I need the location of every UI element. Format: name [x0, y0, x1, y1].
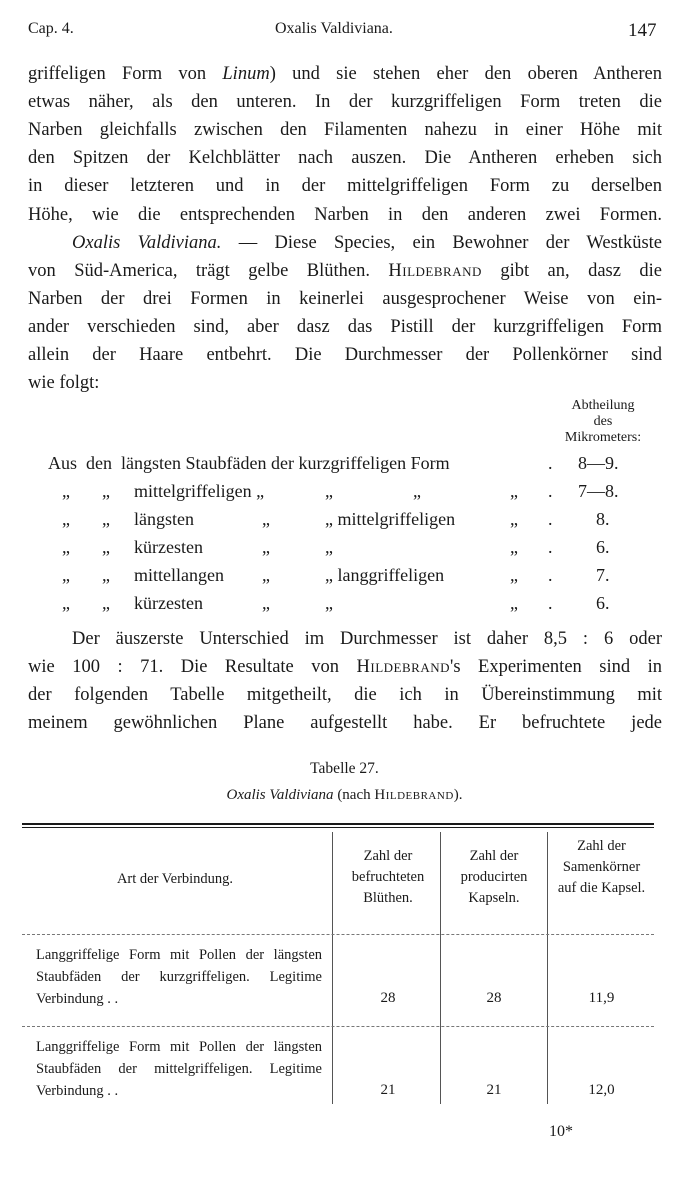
- measurement-dot: .: [548, 537, 553, 557]
- measurement-label: mittellangen: [134, 565, 224, 585]
- measurement-row: Aus den längsten Staubfäden der kurzgriffeligen Form: [48, 453, 450, 473]
- ditto-mark: „: [262, 565, 270, 585]
- capsules-produced: 21: [486, 1082, 502, 1098]
- para1-line4: den Spitzen der Kelchblätter nach auszen. Die Antheren erheben sich: [28, 148, 662, 168]
- measurement-value: 8—9.: [578, 453, 619, 473]
- measurement-value: 7.: [596, 565, 610, 585]
- measurement-label: „ langgriffeligen: [325, 565, 445, 585]
- seeds-per-capsule: 12,0: [588, 1082, 615, 1098]
- signature-mark: 10*: [549, 1123, 573, 1140]
- column-divider: [332, 832, 333, 1104]
- ditto-mark: „: [102, 593, 110, 613]
- para3-line2: wie 100 : 71. Die Resultate von Hildebrand's Experimenten sind in: [28, 657, 663, 677]
- column-divider: [547, 832, 548, 1104]
- measurement-dot: .: [548, 593, 553, 613]
- para1-line5: in dieser letzteren und in der mittelgriffeligen Form zu derselben: [28, 176, 662, 196]
- para2-line1: Oxalis Valdiviana. — Diese Species, ein Bewohner der Westküste: [72, 233, 662, 253]
- header-divider: [22, 934, 654, 935]
- measurement-value: 6.: [596, 537, 610, 557]
- measurement-label: „ mittelgriffeligen: [325, 509, 456, 529]
- measurement-label: kürzesten: [134, 537, 203, 557]
- ditto-mark: „: [102, 537, 110, 557]
- measurement-label: mittelgriffeligen „: [134, 481, 265, 501]
- ditto-mark: „: [62, 481, 70, 501]
- ditto-mark: „: [510, 481, 518, 501]
- para2-line3: Narben der drei Formen in keinerlei ausgesprochener Weise von ein-: [28, 289, 662, 309]
- chapter-label: Cap. 4.: [28, 20, 74, 37]
- measurement-dot: .: [548, 481, 553, 501]
- ditto-mark: „: [325, 593, 333, 613]
- table-caption: Tabelle 27.: [310, 760, 379, 777]
- measurement-dot: .: [548, 565, 553, 585]
- measurement-dot: .: [548, 509, 553, 529]
- ditto-mark: „: [62, 537, 70, 557]
- table-top-rule-thin: [22, 827, 654, 828]
- column-header: Zahl der befruchteten Blüthen.: [351, 848, 425, 906]
- ditto-mark: „: [510, 537, 518, 557]
- table-top-rule: [22, 823, 654, 825]
- ditto-mark: „: [510, 509, 518, 529]
- measurement-value: 7—8.: [578, 481, 619, 501]
- para3-line1: Der äuszerste Unterschied im Durchmesser ist daher 8,5 : 6 oder: [72, 629, 662, 649]
- running-title: Oxalis Valdiviana.: [275, 20, 393, 37]
- ditto-mark: „: [62, 593, 70, 613]
- para1-line3: Narben gleichfalls zwischen den Filamenten nahezu in einer Höhe mit: [28, 120, 662, 140]
- ditto-mark: „: [102, 565, 110, 585]
- ditto-mark: „: [413, 481, 421, 501]
- seeds-per-capsule: 11,9: [588, 990, 615, 1006]
- para1-line6: Höhe, wie die entsprechenden Narben in den anderen zwei Formen.: [28, 205, 662, 225]
- measurement-dot: .: [548, 453, 553, 473]
- table-subtitle: Oxalis Valdiviana (nach Hildebrand).: [226, 787, 463, 803]
- ditto-mark: „: [262, 593, 270, 613]
- combination-description: Langgriffelige Form mit Pollen der längsten Staubfäden der kurzgriffeligen. Legitime Verbindung . .: [36, 947, 322, 1007]
- ditto-mark: „: [262, 537, 270, 557]
- column-header: Zahl der producirten Kapseln.: [460, 848, 528, 906]
- row-divider: [22, 1026, 654, 1027]
- ditto-mark: „: [102, 481, 110, 501]
- para3-line4: meinem gewöhnlichen Plane aufgestellt habe. Er befruchtete jede: [28, 713, 662, 733]
- measurement-value: 6.: [596, 593, 610, 613]
- micrometer-column-title: Abtheilung des Mikrometers:: [564, 398, 642, 445]
- flowers-fertilised: 28: [380, 990, 396, 1006]
- ditto-mark: „: [62, 565, 70, 585]
- ditto-mark: „: [325, 481, 333, 501]
- para2-line4: ander verschieden sind, aber dasz das Pistill der kurzgriffeligen Form: [28, 317, 662, 337]
- ditto-mark: „: [62, 509, 70, 529]
- para3-line3: der folgenden Tabelle mitgetheilt, die ich in Übereinstimmung mit: [28, 685, 662, 705]
- column-header: Art der Verbindung.: [116, 871, 234, 887]
- ditto-mark: „: [102, 509, 110, 529]
- measurement-label: kürzesten: [134, 593, 203, 613]
- para1-line1: griffeligen Form von Linum) und sie stehen eher den oberen Antheren: [28, 64, 662, 84]
- page-number: 147: [628, 20, 657, 41]
- column-header: Zahl der Samenkörner auf die Kapsel.: [557, 838, 646, 896]
- ditto-mark: „: [325, 537, 333, 557]
- column-divider: [440, 832, 441, 1104]
- para2-line2: von Süd-America, trägt gelbe Blüthen. Hildebrand gibt an, dasz die: [28, 261, 662, 281]
- measurement-value: 8.: [596, 509, 610, 529]
- para2-line5: allein der Haare entbehrt. Die Durchmesser der Pollenkörner sind: [28, 345, 662, 365]
- ditto-mark: „: [510, 565, 518, 585]
- para1-line2: etwas näher, als den unteren. In der kurzgriffeligen Form treten die: [28, 92, 662, 112]
- ditto-mark: „: [510, 593, 518, 613]
- flowers-fertilised: 21: [380, 1082, 396, 1098]
- para2-line6: wie folgt:: [28, 373, 100, 393]
- combination-description: Langgriffelige Form mit Pollen der längsten Staubfäden der mittelgriffeligen. Legitime Verbindung . .: [36, 1039, 322, 1099]
- measurement-label: längsten: [134, 509, 194, 529]
- ditto-mark: „: [262, 509, 270, 529]
- capsules-produced: 28: [486, 990, 502, 1006]
